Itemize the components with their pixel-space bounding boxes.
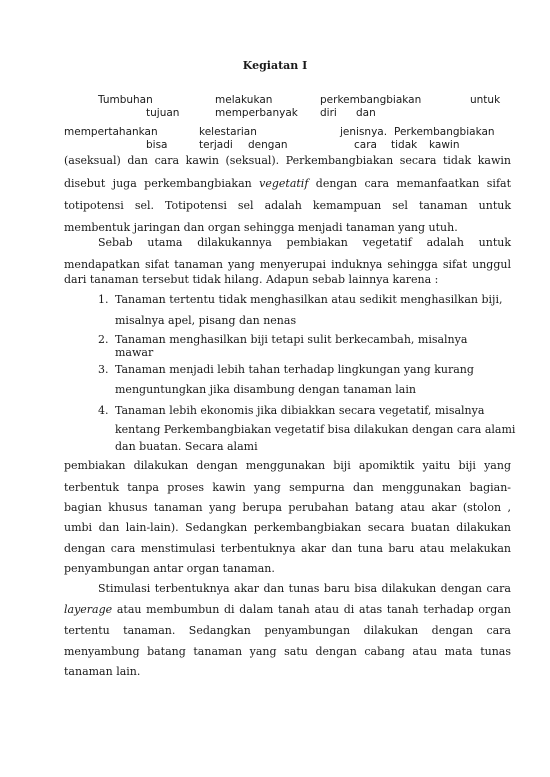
- text-line: tertentu tanaman. Sedangkan penyambungan dilakukan dengan cara: [64, 624, 511, 637]
- list-number: 1.: [98, 293, 109, 306]
- word: terjadi: [199, 139, 233, 151]
- word: Perkembangbiakan: [394, 126, 495, 138]
- text-line: tanaman lain.: [64, 665, 141, 678]
- text-line: pembiakan dilakukan dengan menggunakan biji apomiktik yaitu biji yang: [64, 459, 511, 472]
- page-title: Kegiatan I: [242, 59, 308, 72]
- list-number: 4.: [98, 404, 109, 417]
- word: bisa: [146, 139, 168, 151]
- word: perkembangbiakan: [320, 94, 422, 106]
- word: tidak: [391, 139, 418, 151]
- text-line: dari tanaman tersebut tidak hilang. Adapun sebab lainnya karena :: [64, 273, 439, 286]
- text-segment: dengan cara memanfaatkan sifat: [308, 177, 511, 190]
- word: Tumbuhan: [98, 94, 153, 106]
- list-item-continuation: mawar: [115, 346, 154, 359]
- text-line: Sebab utama dilakukannya pembiakan vegetatif adalah untuk: [98, 236, 511, 249]
- text-line: umbi dan lain-lain). Sedangkan perkembangbiakan secara buatan dilakukan: [64, 521, 511, 534]
- list-number: 3.: [98, 363, 109, 376]
- list-item: [98, 293, 511, 307]
- list-item-continuation: kentang Perkembangbiakan vegetatif bisa dilakukan dengan cara alami: [115, 423, 516, 436]
- text-line: dengan cara menstimulasi terbentuknya akar dan tuna baru atau melakukan: [64, 542, 511, 555]
- text-segment: atau membumbun di dalam tanah atau di atas tanah terhadap organ: [112, 603, 511, 616]
- word: cara: [354, 139, 377, 151]
- text-line: bagian khusus tanaman yang berupa perubahan batang atau akar (stolon ,: [64, 501, 511, 514]
- word: diri: [320, 107, 337, 119]
- word: mempertahankan: [64, 126, 158, 138]
- word: kelestarian: [199, 126, 257, 138]
- list-item-continuation: dan buatan. Secara alami: [115, 440, 258, 453]
- word: jenisnya.: [340, 126, 388, 138]
- italic-term: vegetatif: [259, 177, 309, 190]
- list-text: Tanaman menjadi lebih tahan terhadap lingkungan yang kurang: [115, 363, 474, 376]
- text-line: mendapatkan sifat tanaman yang menyerupai induknya sehingga sifat unggul: [64, 258, 511, 271]
- text-segment: disebut juga perkembangbiakan: [64, 177, 260, 190]
- word: melakukan: [215, 94, 273, 106]
- list-text: Tanaman menghasilkan biji tetapi sulit berkecambah, misalnya: [115, 333, 468, 346]
- text-line: menyambung batang tanaman yang satu dengan cabang atau mata tunas: [64, 645, 511, 658]
- list-number: 2.: [98, 333, 109, 346]
- text-line: totipotensi sel. Totipotensi sel adalah kemampuan sel tanaman untuk: [64, 199, 511, 212]
- text-line: membentuk jaringan dan organ sehingga menjadi tanaman yang utuh.: [64, 221, 458, 234]
- italic-term: layerage: [64, 603, 113, 616]
- text-line: Stimulasi terbentuknya akar dan tunas baru bisa dilakukan dengan cara: [98, 582, 511, 595]
- list-text: Tanaman lebih ekonomis jika dibiakkan secara vegetatif, misalnya: [115, 404, 485, 417]
- word: dan: [356, 107, 376, 119]
- word: memperbanyak: [215, 107, 298, 119]
- list-item-continuation: misalnya apel, pisang dan nenas: [115, 314, 297, 327]
- text-line: penyambungan antar organ tanaman.: [64, 562, 275, 575]
- word: untuk: [470, 94, 501, 106]
- list-item: [98, 333, 511, 347]
- text-line: [64, 603, 511, 617]
- text-line: terbentuk tanpa proses kawin yang sempurna dan menggunakan bagian-: [64, 481, 511, 494]
- list-item: [98, 363, 511, 377]
- list-item: [98, 404, 511, 418]
- word: kawin: [429, 139, 460, 151]
- list-text: Tanaman tertentu tidak menghasilkan atau sedikit menghasilkan biji,: [115, 293, 503, 306]
- word: dengan: [248, 139, 288, 151]
- text-line: (aseksual) dan cara kawin (seksual). Perkembangbiakan secara tidak kawin: [64, 154, 511, 167]
- word: tujuan: [146, 107, 180, 119]
- list-item-continuation: menguntungkan jika disambung dengan tanaman lain: [115, 383, 416, 396]
- text-line: [64, 177, 511, 191]
